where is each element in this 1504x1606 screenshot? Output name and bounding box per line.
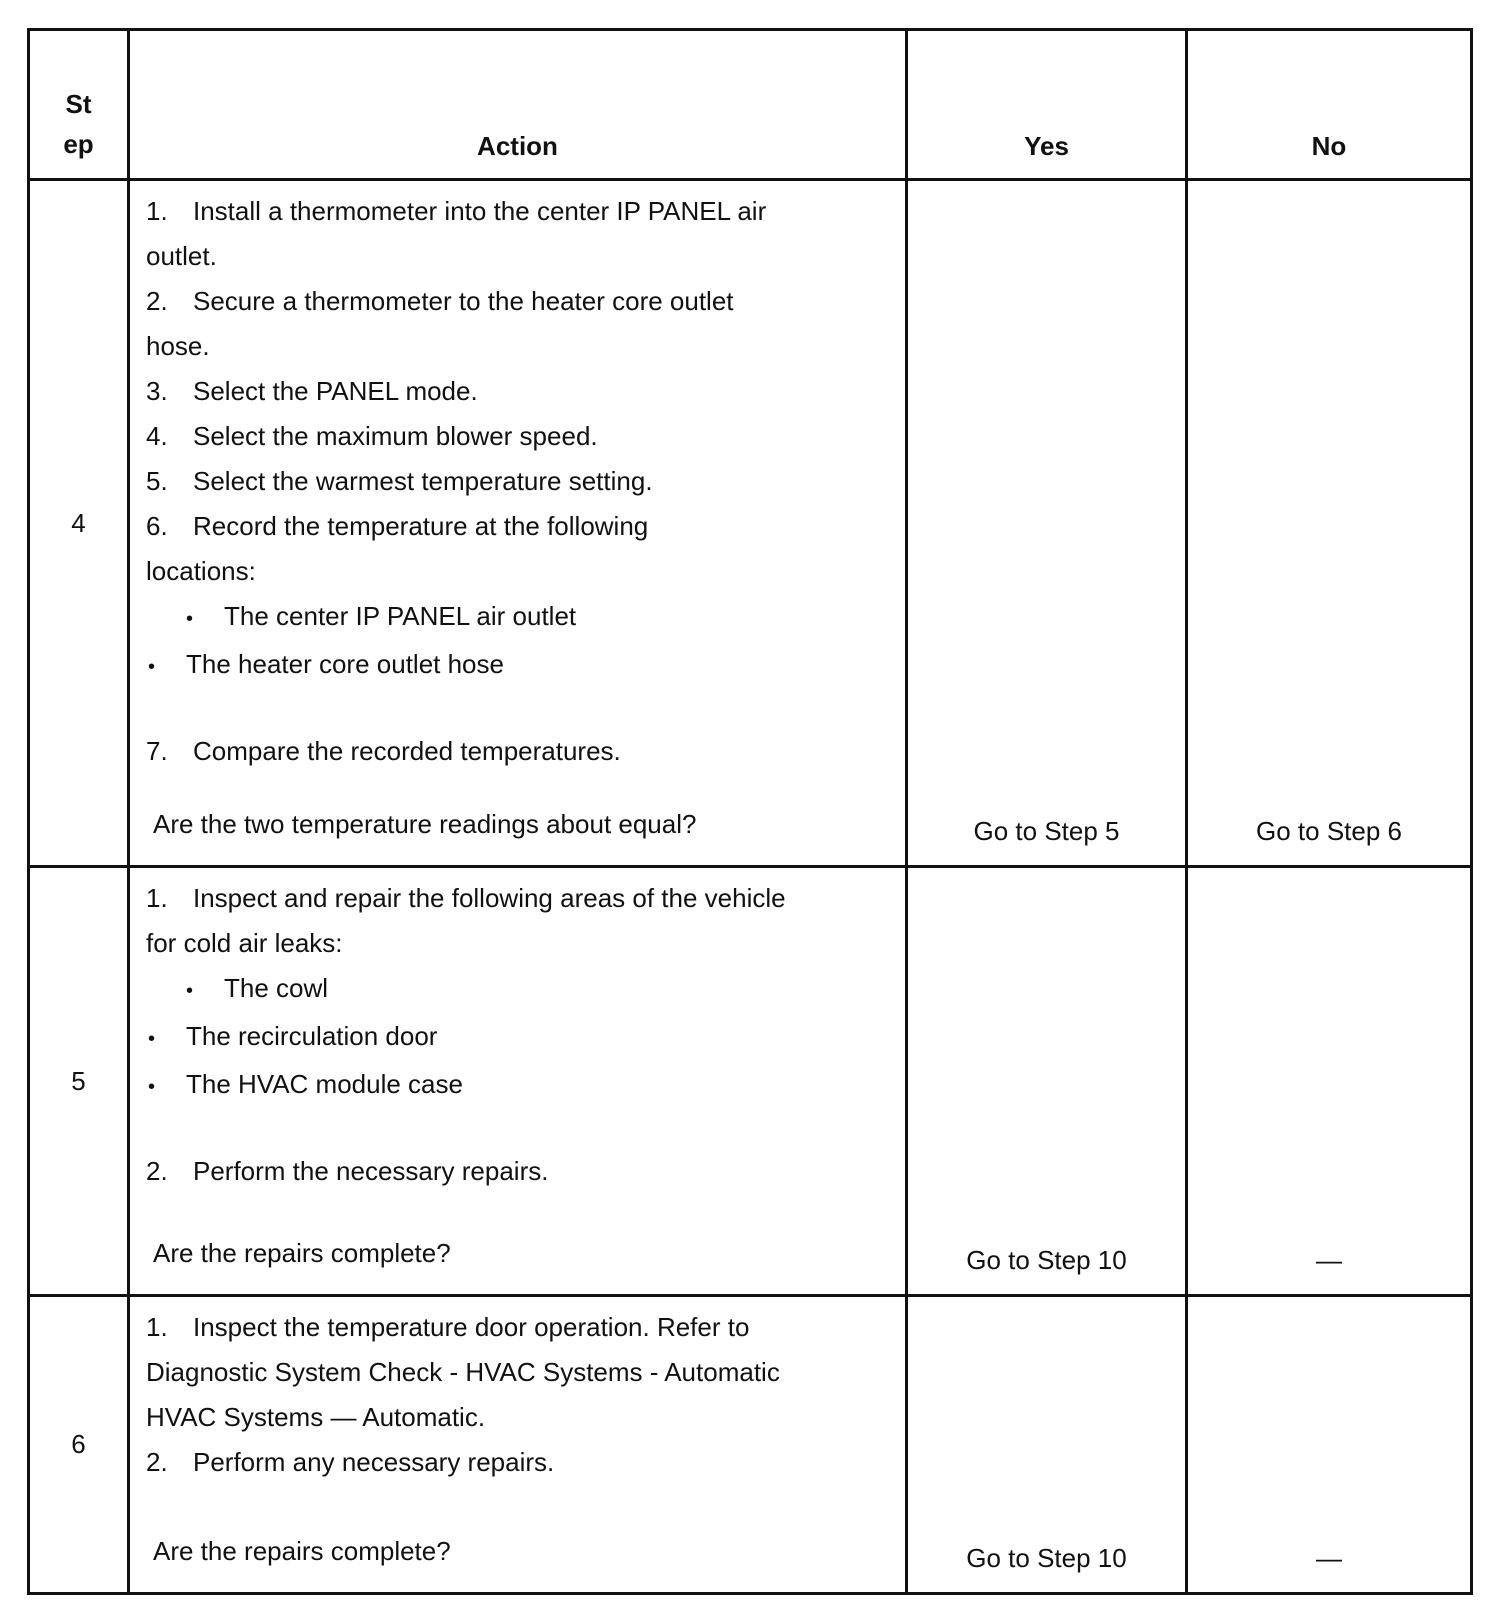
bullet-item: • The HVAC module case — [146, 1062, 895, 1110]
table-row — [29, 1296, 1472, 1594]
bullet-item: • The heater core outlet hose — [146, 642, 895, 690]
step-number: 5 — [29, 867, 129, 1296]
step-number: 4 — [29, 180, 129, 867]
bullet-icon: • — [186, 608, 194, 630]
header-step-line2: ep — [63, 129, 94, 159]
action-line: for cold air leaks: — [146, 928, 343, 958]
yes-outcome: Go to Step 5 — [973, 816, 1120, 846]
action-cell — [129, 180, 907, 867]
no-outcome: Go to Step 6 — [1256, 816, 1402, 846]
yes-outcome: Go to Step 10 — [966, 1245, 1127, 1275]
no-cell — [1187, 1296, 1472, 1594]
action-line: 2. Secure a thermometer to the heater core outlet — [146, 286, 734, 316]
bullet-item: • The center IP PANEL air outlet — [146, 594, 895, 642]
action-line: 5. Select the warmest temperature setting. — [146, 466, 653, 496]
action-line: outlet. — [146, 241, 217, 271]
bullet-icon: • — [148, 1076, 156, 1098]
no-outcome: — — [1316, 1543, 1342, 1573]
action-line: 1. Inspect and repair the following areas of the vehicle — [146, 883, 786, 913]
header-step-line1: St — [65, 89, 92, 119]
bullet-item: • The cowl — [146, 966, 895, 1014]
yes-cell — [907, 180, 1187, 867]
header-step — [29, 30, 129, 180]
bullet-icon: • — [148, 656, 156, 678]
action-line: 1. Install a thermometer into the center IP PANEL air — [146, 196, 767, 226]
action-cell — [129, 1296, 907, 1594]
no-cell — [1187, 867, 1472, 1296]
table-header-row — [29, 30, 1472, 180]
action-line: 3. Select the PANEL mode. — [146, 376, 478, 406]
bullet-icon: • — [186, 980, 194, 1002]
yes-outcome: Go to Step 10 — [966, 1543, 1127, 1573]
header-action: Action — [129, 30, 907, 180]
no-cell — [1187, 180, 1472, 867]
action-cell — [129, 867, 907, 1296]
yes-cell — [907, 867, 1187, 1296]
action-line: HVAC Systems — Automatic. — [146, 1402, 486, 1432]
action-line: hose. — [146, 331, 210, 361]
action-line: 6. Record the temperature at the following — [146, 511, 649, 541]
header-no: No — [1187, 30, 1472, 180]
action-line: locations: — [146, 556, 256, 586]
action-line: 4. Select the maximum blower speed. — [146, 421, 598, 451]
step-number: 6 — [29, 1296, 129, 1594]
action-line: Diagnostic System Check - HVAC Systems - Automatic — [146, 1357, 780, 1387]
bullet-item: • The recirculation door — [146, 1014, 895, 1062]
question-text: Are the repairs complete? — [153, 1536, 451, 1566]
yes-cell — [907, 1296, 1187, 1594]
action-line: 7. Compare the recorded temperatures. — [146, 736, 621, 766]
table-row — [29, 180, 1472, 867]
diagnostic-table — [27, 28, 1473, 1595]
bullet-icon: • — [148, 1028, 156, 1050]
action-line: 2. Perform any necessary repairs. — [146, 1447, 555, 1477]
action-line: 2. Perform the necessary repairs. — [146, 1156, 549, 1186]
question-text: Are the repairs complete? — [153, 1238, 451, 1268]
question-text: Are the two temperature readings about equal? — [153, 809, 697, 839]
table-row — [29, 867, 1472, 1296]
no-outcome: — — [1316, 1245, 1342, 1275]
action-line: 1. Inspect the temperature door operation. Refer to — [146, 1312, 750, 1342]
header-yes: Yes — [907, 30, 1187, 180]
